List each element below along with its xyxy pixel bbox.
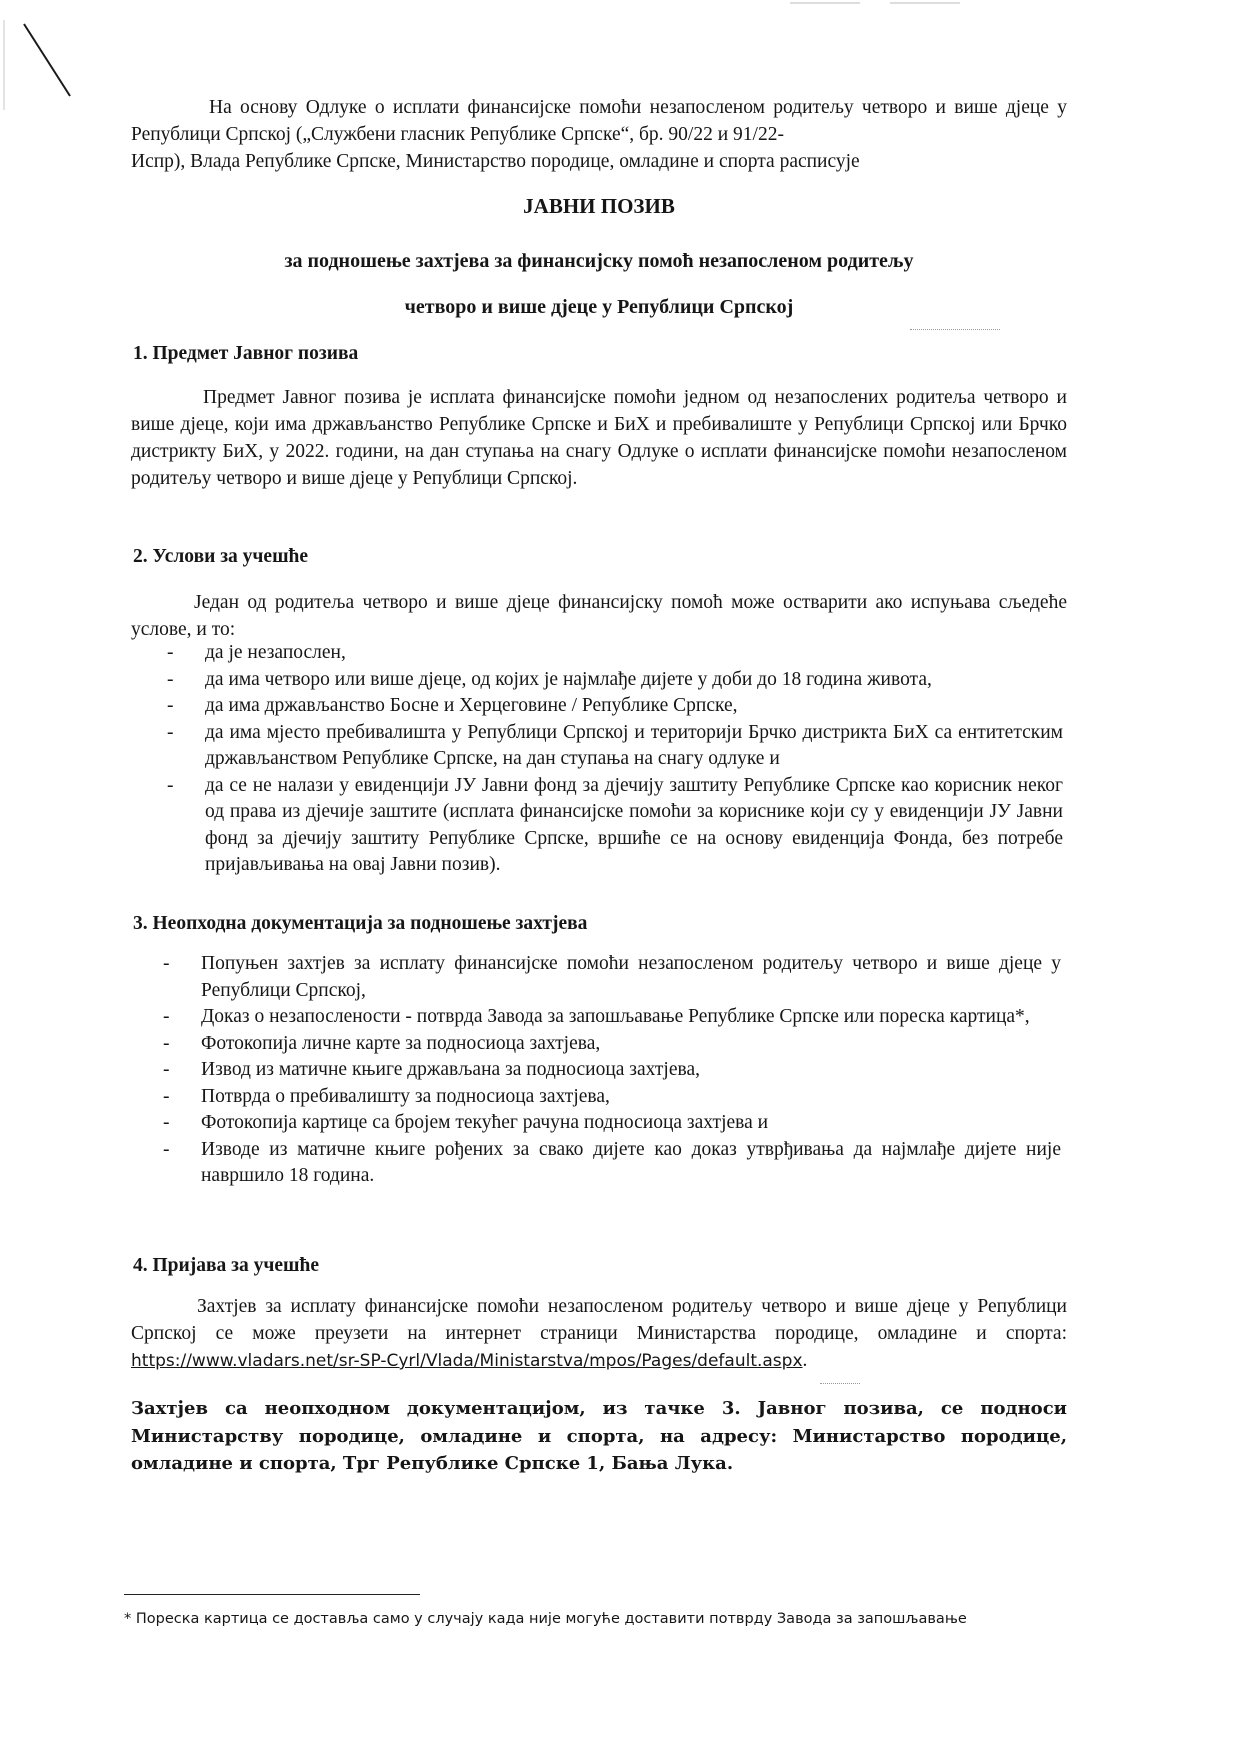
section1-paragraph: Предмет Јавног позива је исплата финансијске помоћи једном од незапослених родитеља четворо и више дјеце, који има држављанство Републике Српске и БиХ и пребивалиште у Републици Српској или Брчко дистрикту БиХ, у 2022. години, на дан ступања на снагу Одлуке о исплати финансијске помоћи незапосленом родитељу четворо и више дјеце у Републици Српској. bbox=[131, 387, 1067, 489]
list-item bbox=[163, 1084, 1061, 1111]
list-dash: - bbox=[167, 695, 174, 716]
list-dash: - bbox=[163, 1006, 170, 1027]
list-dash: - bbox=[163, 1138, 170, 1160]
list-dash: - bbox=[167, 774, 174, 796]
list-item-text: да има четворо или више дјеце, од којих је најмлађе дијете у доби до 18 година живота, bbox=[205, 668, 932, 690]
list-item-text: да је незапослен, bbox=[205, 642, 346, 663]
list-item-text: Доказ о незапослености - потврда Завода за запошљавање Републике Српске или пореска картица*, bbox=[201, 1006, 1030, 1027]
intro-text-part2: Испр), Влада Републике Српске, Министарство породице, омладине и спорта расписује bbox=[131, 151, 860, 172]
footnote-divider bbox=[124, 1594, 420, 1595]
list-item-text: Фотокопија картице са бројем текућег рачуна подносиоца захтјева и bbox=[201, 1112, 769, 1133]
list-item bbox=[167, 640, 1063, 667]
list-item-text: да има држављанство Босне и Херцеговине / Републике Српске, bbox=[205, 695, 738, 716]
section3-heading: 3. Неопходна документација за подношење захтјева bbox=[133, 913, 588, 934]
list-item bbox=[163, 1031, 1061, 1058]
list-item bbox=[163, 1057, 1061, 1084]
list-item bbox=[163, 1137, 1061, 1190]
intro-text-part1: На основу Одлуке о исплати финансијске помоћи незапосленом родитељу четворо и више дјеце у Републици Српској („Службени гласник Републике Српске“, бр. 90/22 и 91/22- bbox=[131, 97, 1067, 145]
list-item bbox=[167, 667, 1063, 694]
list-dash: - bbox=[167, 642, 174, 663]
submission-address-paragraph: Захтјев са неопходном документацијом, из тачке 3. Јавног позива, се подноси Министарству породице, омладине и спорта, на адресу: Министарство породице, омладине и спорта, Трг Републике Српске 1, Бања Лука. bbox=[131, 1398, 1067, 1474]
footnote: * Пореска картица се доставља само у случају када није могуће доставити потврду Завода за запошљавање bbox=[124, 1611, 967, 1627]
list-dash: - bbox=[163, 1112, 170, 1133]
intro-paragraph bbox=[131, 94, 1067, 175]
list-item bbox=[163, 951, 1061, 1004]
list-item bbox=[167, 720, 1063, 773]
list-item bbox=[163, 1110, 1061, 1137]
list-item-text: Изводе из матичне књиге рођених за свако дијете као доказ утврђивања да најмлађе дијете није навршило 18 година. bbox=[201, 1138, 1061, 1186]
list-item-text: да се не налази у евиденцији ЈУ Јавни фонд за дјечију заштиту Републике Српске као корисник неког од права из дјечије заштите (исплата финансијске помоћи за кориснике који су у евиденцији ЈУ Јавни фонд за дјечију заштиту Републике Српске, вршиће се на основу евиденција Фонда, без потребе пријављивања на овај Јавни позив). bbox=[205, 774, 1063, 875]
section2-heading: 2. Услови за учешће bbox=[133, 546, 309, 567]
list-item-text: да има мјесто пребивалишта у Републици Српској и територији Брчко дистрикта БиХ са ентитетским држављанством Републике Српске, на дан ступања на снагу одлуке и bbox=[205, 721, 1063, 769]
document-subtitle-line1: за подношење захтјева за финансијску помоћ незапосленом родитељу bbox=[284, 250, 914, 272]
conditions-list bbox=[167, 640, 1063, 879]
documents-list bbox=[163, 951, 1061, 1190]
section4-text: Захтјев за исплату финансијске помоћи незапосленом родитељу четворо и више дјеце у Републици Српској се може преузети на интернет страници Министарства породице, омладине и спорта: bbox=[131, 1296, 1067, 1344]
link-suffix: . bbox=[802, 1350, 808, 1371]
list-item-text: Фотокопија личне карте за подносиоца захтјева, bbox=[201, 1032, 601, 1054]
section2-intro: Један од родитеља четворо и више дјеце финансијску помоћ може остварити ако испуњава сљедеће услове, и то: bbox=[131, 592, 1067, 640]
document-subtitle-line2: четворо и више дјеце у Републици Српској bbox=[404, 296, 794, 318]
list-dash: - bbox=[163, 1085, 170, 1107]
list-dash: - bbox=[163, 1032, 170, 1054]
list-dash: - bbox=[167, 668, 174, 690]
list-dash: - bbox=[167, 721, 174, 743]
list-item-text: Потврда о пребивалишту за подносиоца захтјева, bbox=[201, 1085, 610, 1107]
section4-heading: 4. Пријава за учешће bbox=[133, 1255, 319, 1276]
section4-paragraph bbox=[131, 1293, 1067, 1375]
list-dash: - bbox=[163, 953, 170, 974]
section1-heading: 1. Предмет Јавног позива bbox=[133, 343, 359, 364]
scan-artifact-dots bbox=[910, 329, 1000, 330]
scan-artifact-dots bbox=[820, 1383, 860, 1384]
list-dash: - bbox=[163, 1059, 170, 1080]
document-title: ЈАВНИ ПОЗИВ bbox=[523, 194, 675, 218]
list-item-text: Извод из матичне књиге држављана за подносиоца захтјева, bbox=[201, 1059, 700, 1080]
list-item bbox=[167, 773, 1063, 879]
list-item-text: Попуњен захтјев за исплату финансијске помоћи незапосленом родитељу четворо и више дјеце у Републици Српској, bbox=[201, 953, 1061, 1001]
list-item bbox=[163, 1004, 1061, 1031]
list-item bbox=[167, 693, 1063, 720]
ministry-website-link[interactable]: https://www.vladars.net/sr-SP-Cyrl/Vlada/Ministarstva/mpos/Pages/default.aspx bbox=[131, 1351, 803, 1371]
